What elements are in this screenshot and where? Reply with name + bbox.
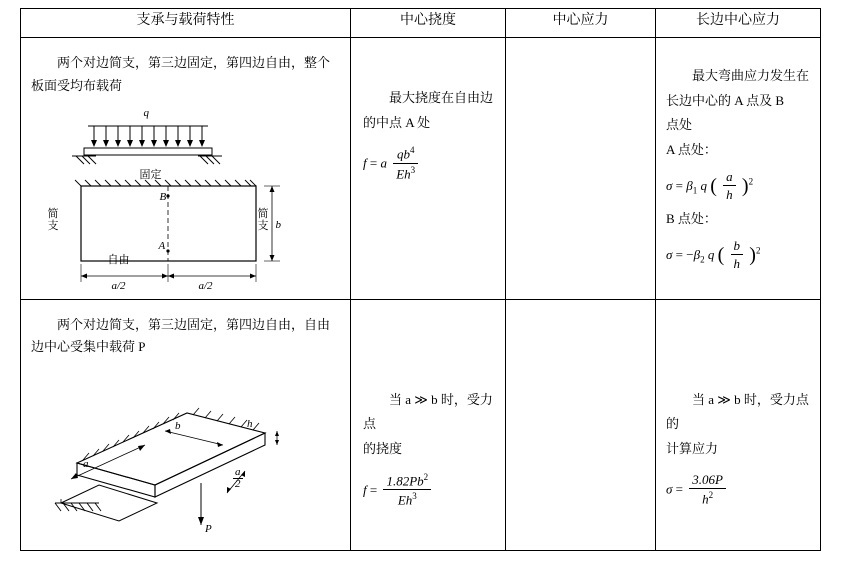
row1-description: 两个对边简支，第三边固定，第四边自由，整个板面受均布载荷 bbox=[31, 55, 331, 93]
row1-lestress-line3: 点处 bbox=[666, 117, 693, 133]
row1-center-stress bbox=[506, 38, 655, 62]
row2-deflection-numerator bbox=[383, 471, 431, 491]
row1-lestress-b-q: q bbox=[707, 246, 715, 262]
row1-lestress-a-exp: 2 bbox=[748, 176, 754, 187]
row2-deflection-formula bbox=[363, 472, 493, 511]
row1-lestress-b-eq: = bbox=[675, 246, 684, 262]
row1-deflection-line1: 最大挠度在自由边 bbox=[389, 90, 494, 105]
row2-center-stress bbox=[506, 300, 655, 324]
row1-deflection-num-exp: 4 bbox=[409, 145, 415, 156]
row2-diagram-svg bbox=[37, 375, 337, 540]
cell-support-load-2 bbox=[21, 299, 351, 551]
row2-deflection-num-text: 1.82Pb bbox=[386, 472, 424, 488]
table-row bbox=[21, 299, 821, 551]
table-header-row bbox=[21, 9, 821, 38]
column-header-support-load: 支承与载荷特性 bbox=[21, 9, 351, 38]
row1-deflection-fraction bbox=[393, 144, 418, 183]
row1-dim-left-label: a/2 bbox=[111, 279, 126, 292]
row1-lestress-b-sigma: σ bbox=[666, 246, 673, 262]
cell-center-stress-2 bbox=[506, 299, 656, 551]
row1-deflection-formula bbox=[363, 145, 493, 184]
row1-lestress-a-beta-sub: 1 bbox=[692, 185, 698, 196]
document-page bbox=[0, 8, 841, 568]
row2-deflection-denominator bbox=[383, 490, 431, 509]
row2-dim-a-label: a bbox=[83, 458, 89, 470]
row2-figure-point-load bbox=[37, 375, 337, 540]
row2-lestress-den-exp: 2 bbox=[708, 490, 714, 501]
row1-deflection-eq: = bbox=[369, 155, 378, 171]
row1-lestress-a-paren-close: ) bbox=[741, 174, 749, 197]
row1-diagram-svg bbox=[36, 104, 336, 289]
row1-deflection-line2: 的中点 A 处 bbox=[363, 114, 431, 130]
row1-lestress-line1: 最大弯曲应力发生在 bbox=[692, 68, 810, 83]
column-header-center-deflection: 中心挠度 bbox=[351, 9, 506, 38]
row1-lestress-a-sigma: σ bbox=[666, 177, 673, 193]
row1-lestress-formula-b bbox=[666, 238, 810, 274]
row2-lestress-formula bbox=[666, 472, 810, 509]
row2-lestress-den-text: h bbox=[702, 491, 709, 507]
row1-dim-b-label: b bbox=[275, 218, 281, 231]
row1-lestress-b-beta-sub: 2 bbox=[700, 254, 705, 265]
row2-deflection-line1: 当 a ≫ b 时，受力点 bbox=[363, 391, 493, 432]
row1-lestress-b-den: h bbox=[733, 256, 741, 272]
row1-lestress-b-paren-open: ( bbox=[717, 243, 725, 266]
row2-lestress-line1: 当 a ≫ b 时，受力点的 bbox=[666, 391, 809, 432]
row1-edge-right-label: 简支 bbox=[257, 207, 269, 233]
row1-lestress-b-sign: − bbox=[686, 246, 694, 262]
row1-lestress-formula-a bbox=[666, 169, 810, 205]
row2-lestress-fraction bbox=[689, 471, 726, 508]
row2-dim-a-half-num: a bbox=[235, 466, 241, 478]
cell-center-deflection-1 bbox=[351, 38, 506, 300]
row1-lestress-b-exp: 2 bbox=[755, 245, 761, 256]
row1-dim-right-label: a/2 bbox=[198, 279, 213, 292]
row2-lestress-sigma: σ bbox=[666, 481, 673, 497]
row1-load-label: q bbox=[143, 106, 149, 119]
row2-lestress-den bbox=[689, 489, 726, 508]
table-row bbox=[21, 38, 821, 300]
row2-deflection-fraction bbox=[383, 471, 431, 510]
row1-point-a-label: A bbox=[158, 239, 166, 252]
row1-lestress-a-fraction bbox=[723, 168, 736, 204]
row2-dim-a-half-label bbox=[233, 467, 243, 490]
row1-lestress-b-num: b bbox=[731, 237, 744, 256]
row1-lestress-b-paren-close: ) bbox=[749, 243, 756, 266]
row1-lestress-a-den: h bbox=[726, 187, 733, 203]
row1-lestress-a-beta: β bbox=[686, 177, 693, 193]
row1-edge-bottom-label: 自由 bbox=[107, 253, 130, 266]
row2-deflection-den-text: Eh bbox=[397, 492, 413, 508]
plate-formula-table bbox=[20, 8, 821, 551]
row2-deflection-line2: 的挠度 bbox=[363, 440, 403, 456]
row1-lestress-line4: A 点处： bbox=[666, 142, 717, 158]
column-header-long-edge-stress: 长边中心应力 bbox=[656, 9, 821, 38]
row2-description: 两个对边简支，第三边固定，第四边自由，自由边中心受集中载荷 P bbox=[31, 316, 331, 355]
row1-lestress-b-beta: β bbox=[693, 246, 701, 262]
row2-lestress-line2: 计算应力 bbox=[666, 440, 719, 456]
row1-lestress-line5: B 点处： bbox=[666, 210, 717, 226]
row1-lestress-line2: 长边中心的 A 点及 B bbox=[666, 92, 785, 108]
row1-edge-top-label: 固定 bbox=[139, 168, 162, 181]
row1-deflection-denominator bbox=[393, 164, 418, 183]
row1-lestress-a-q: q bbox=[700, 177, 707, 193]
row2-deflection-num-exp: 2 bbox=[423, 471, 429, 482]
row1-deflection-numerator bbox=[393, 144, 418, 164]
row2-lestress-num: 3.06P bbox=[689, 471, 726, 490]
row2-dim-a-half-den: 2 bbox=[235, 478, 241, 490]
row1-deflection-den-exp: 3 bbox=[410, 165, 416, 176]
row2-deflection-f: f bbox=[363, 481, 367, 497]
row1-edge-left-label: 简支 bbox=[47, 207, 59, 233]
row1-lestress-a-num: a bbox=[723, 168, 736, 187]
cell-center-stress-1 bbox=[506, 38, 656, 300]
column-header-center-stress: 中心应力 bbox=[506, 9, 656, 38]
row1-deflection-f: f bbox=[363, 155, 367, 171]
row1-lestress-a-eq: = bbox=[675, 177, 684, 193]
row2-deflection-den-exp: 3 bbox=[412, 491, 417, 502]
cell-long-edge-stress-2 bbox=[656, 299, 821, 551]
row1-lestress-a-paren-open: ( bbox=[710, 174, 717, 197]
row2-lestress-eq: = bbox=[675, 481, 684, 497]
cell-support-load-1 bbox=[21, 38, 351, 300]
cell-center-deflection-2 bbox=[351, 299, 506, 551]
row2-dim-b-label: b bbox=[175, 420, 181, 432]
row1-deflection-num-text: qb bbox=[396, 146, 410, 162]
row2-deflection-eq: = bbox=[369, 481, 378, 497]
row1-deflection-coef: a bbox=[380, 155, 387, 171]
cell-long-edge-stress-1 bbox=[656, 38, 821, 300]
row1-lestress-b-fraction bbox=[731, 237, 744, 273]
row2-load-label: P bbox=[205, 523, 212, 535]
row2-dim-h-label: h bbox=[247, 418, 253, 430]
row1-figure-uniform-load bbox=[36, 104, 336, 292]
row1-point-b-label: B bbox=[159, 190, 167, 203]
row1-deflection-den-text: Eh bbox=[396, 166, 411, 182]
